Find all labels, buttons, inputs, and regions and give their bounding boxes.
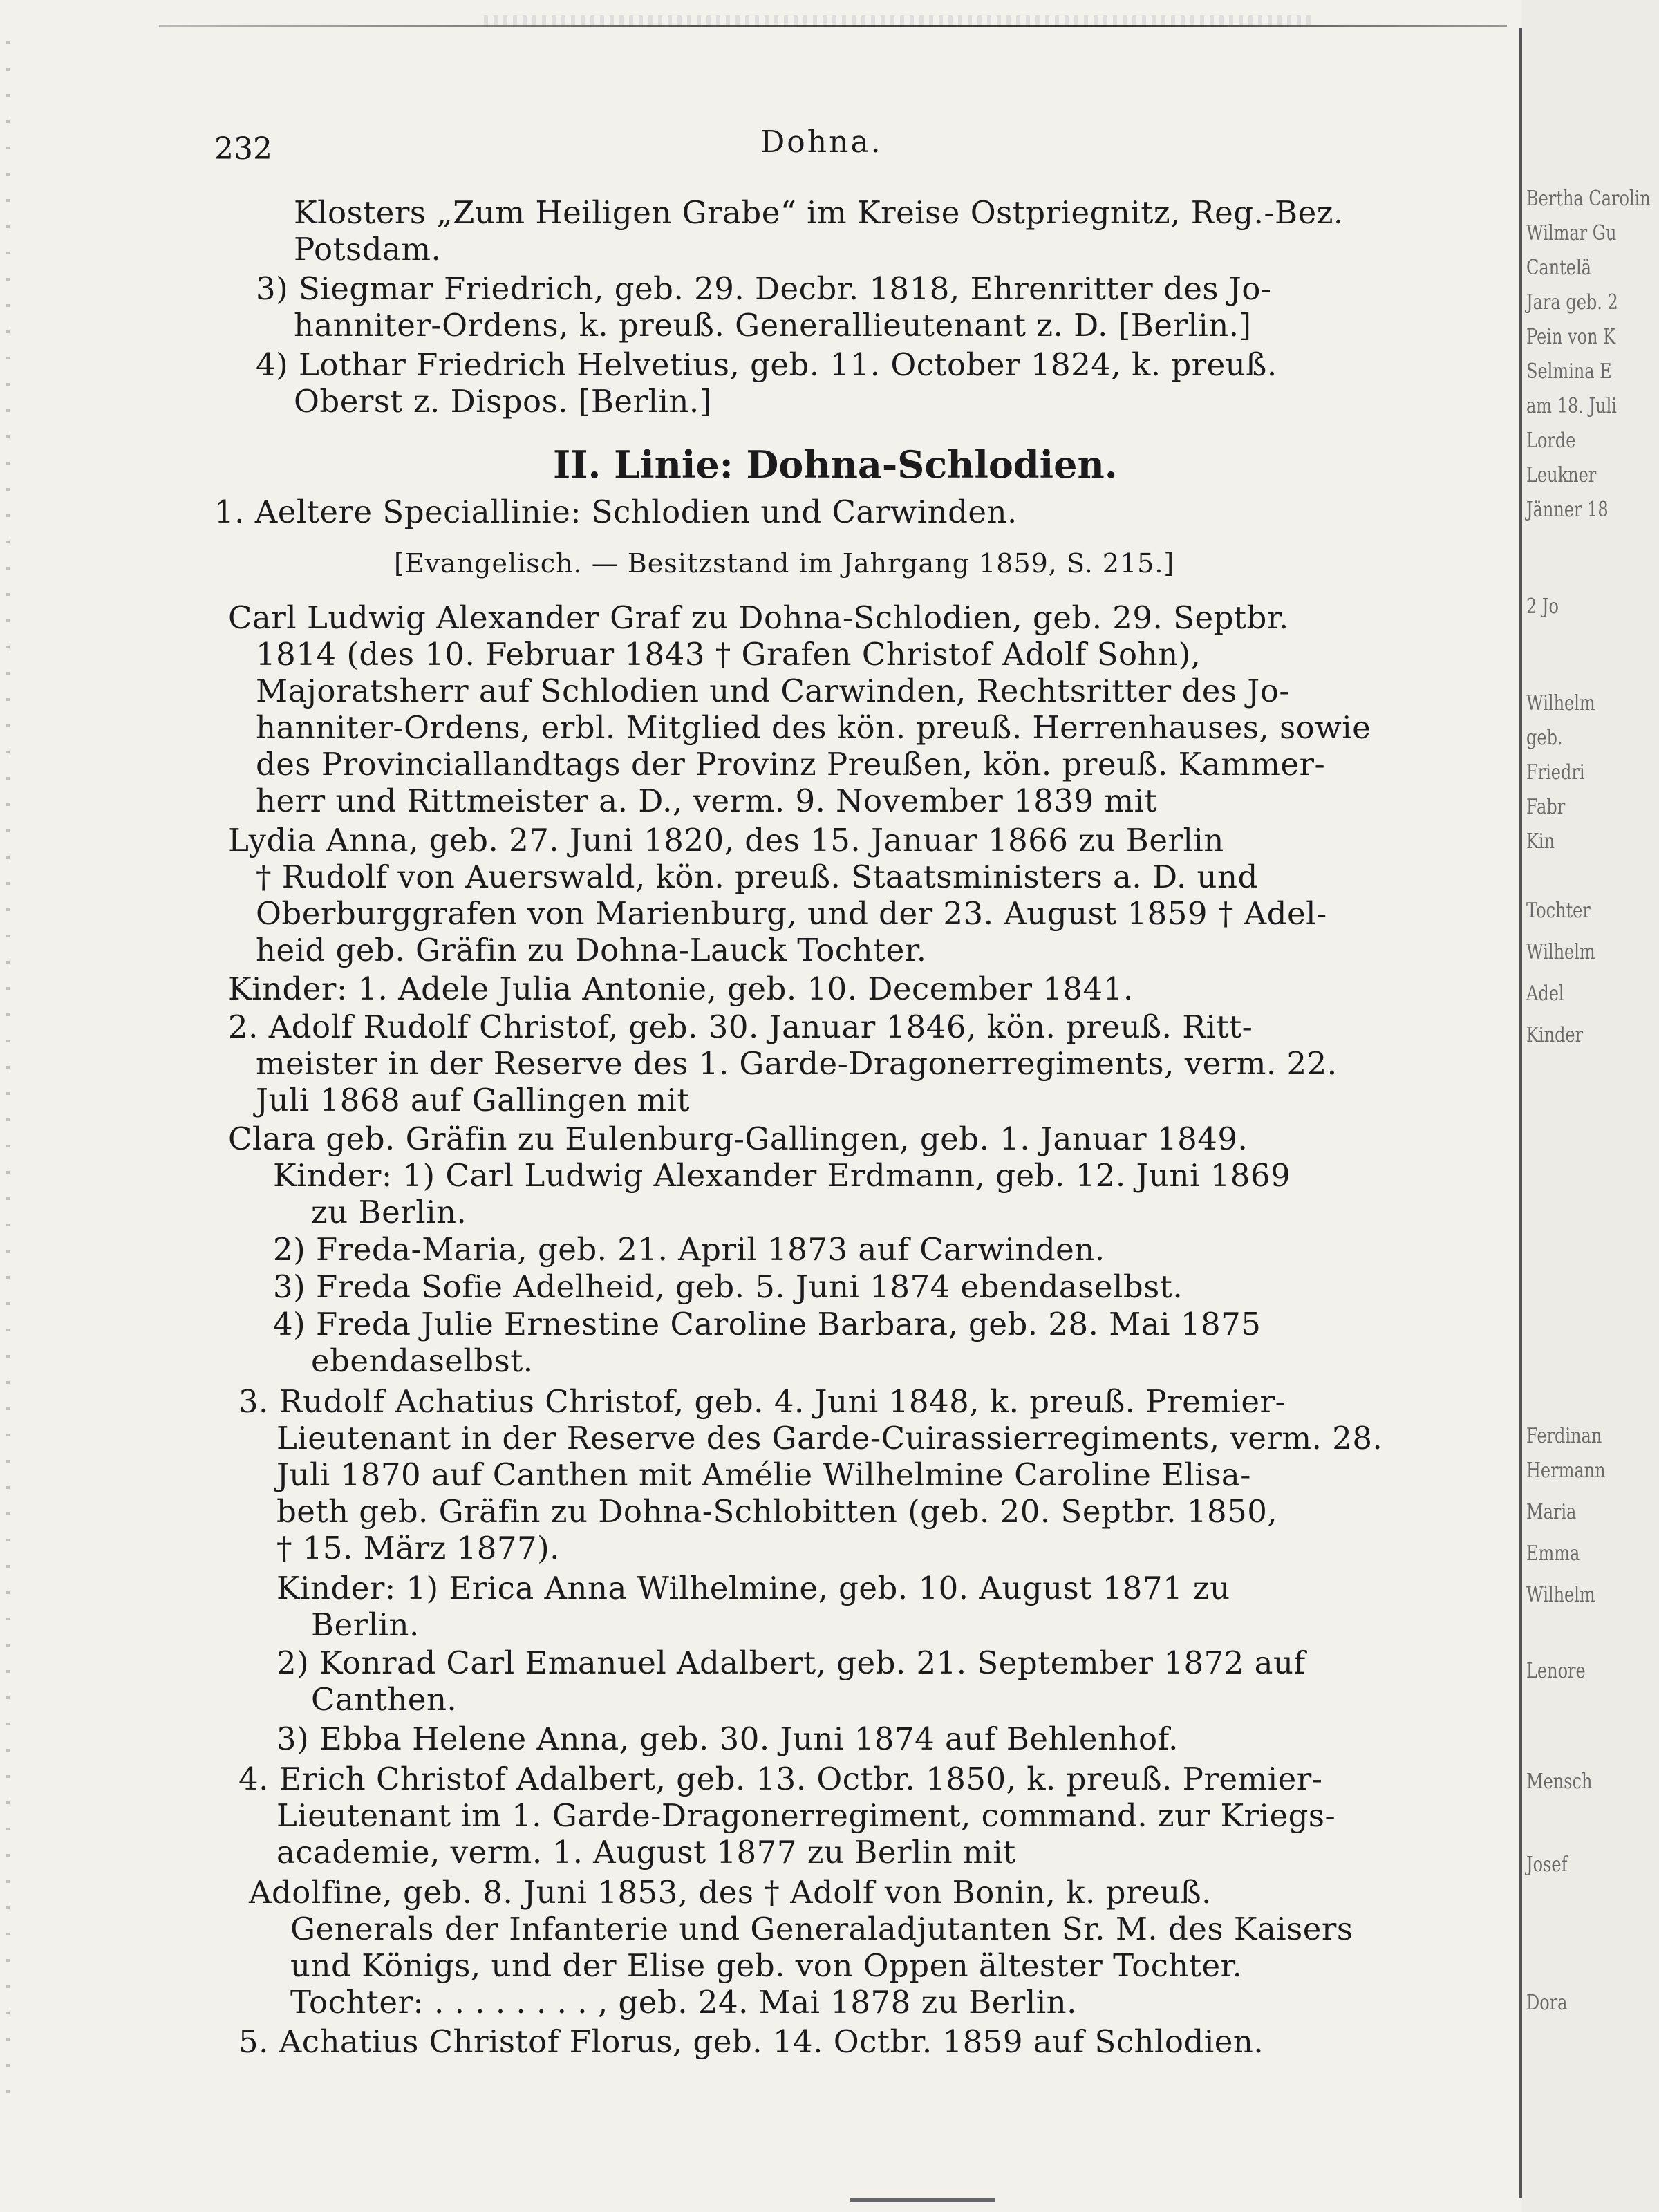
- page-edge-shadow: [484, 15, 1313, 25]
- text-line: 4) Freda Julie Ernestine Caroline Barbara, geb. 28. Mai 1875: [273, 1306, 1262, 1342]
- margin-fragment: Wilmar Gu: [1526, 221, 1617, 245]
- text-line: academie, verm. 1. August 1877 zu Berlin mit: [276, 1834, 1016, 1871]
- margin-fragment: Hermann: [1526, 1459, 1606, 1483]
- margin-fragment: Lenore: [1526, 1659, 1586, 1683]
- text-line: 3) Freda Sofie Adelheid, geb. 5. Juni 1874 ebendaselbst.: [273, 1268, 1183, 1305]
- text-line: 5. Achatius Christof Florus, geb. 14. Octbr. 1859 auf Schlodien.: [238, 2023, 1264, 2060]
- text-line: Oberburggrafen von Marienburg, und der 23. August 1859 † Adel-: [256, 895, 1327, 932]
- margin-fragment: Jara geb. 2: [1526, 290, 1618, 315]
- running-title: Dohna.: [760, 124, 883, 160]
- text-line: 3) Siegmar Friedrich, geb. 29. Decbr. 1818, Ehrenritter des Jo-: [256, 270, 1272, 307]
- text-line: 2) Freda-Maria, geb. 21. April 1873 auf Carwinden.: [273, 1231, 1105, 1268]
- margin-fragment: am 18. Juli: [1526, 394, 1617, 418]
- margin-fragment: Dora: [1526, 1991, 1568, 2015]
- bottom-edge-mark: [850, 2198, 995, 2202]
- margin-fragment: Bertha Carolin: [1526, 187, 1651, 211]
- margin-fragment: geb.: [1526, 726, 1563, 750]
- section-heading: II. Linie: Dohna-Schlodien.: [553, 442, 1118, 487]
- margin-fragment: Kinder: [1526, 1023, 1584, 1047]
- margin-fragment: 2 Jo: [1526, 594, 1559, 619]
- text-line: ebendaselbst.: [311, 1342, 534, 1379]
- adjacent-page-strip: [1522, 0, 1659, 2212]
- text-line: Klosters „Zum Heiligen Grabe“ im Kreise Ostpriegnitz, Reg.-Bez.: [294, 194, 1344, 231]
- margin-fragment: Tochter: [1526, 899, 1591, 923]
- text-line: 4) Lothar Friedrich Helvetius, geb. 11. October 1824, k. preuß.: [256, 346, 1277, 383]
- text-line: † 15. März 1877).: [276, 1530, 560, 1566]
- text-line: [Evangelisch. — Besitzstand im Jahrgang 1859, S. 215.]: [394, 548, 1175, 579]
- text-line: hanniter-Ordens, k. preuß. Generallieutenant z. D. [Berlin.]: [294, 307, 1252, 344]
- margin-fragment: Jänner 18: [1526, 498, 1609, 522]
- margin-fragment: Wilhelm: [1526, 1583, 1595, 1607]
- text-line: herr und Rittmeister a. D., verm. 9. November 1839 mit: [256, 782, 1158, 819]
- text-line: Generals der Infanterie und Generaladjutanten Sr. M. des Kaisers: [290, 1911, 1353, 1947]
- text-line: Berlin.: [311, 1606, 420, 1643]
- text-line: Canthen.: [311, 1681, 458, 1718]
- text-line: Clara geb. Gräfin zu Eulenburg-Gallingen, geb. 1. Januar 1849.: [228, 1121, 1248, 1157]
- margin-fragment: Fabr: [1526, 795, 1566, 819]
- text-line: Juli 1870 auf Canthen mit Amélie Wilhelmine Caroline Elisa-: [276, 1456, 1251, 1493]
- text-line: Kinder: 1) Carl Ludwig Alexander Erdmann, geb. 12. Juni 1869: [273, 1157, 1291, 1194]
- text-line: Adolfine, geb. 8. Juni 1853, des † Adolf von Bonin, k. preuß.: [249, 1874, 1212, 1911]
- text-line: Tochter: . . . . . . . . , geb. 24. Mai 1878 zu Berlin.: [290, 1984, 1077, 2021]
- text-line: Juli 1868 auf Gallingen mit: [256, 1082, 691, 1118]
- margin-fragment: Ferdinan: [1526, 1424, 1602, 1448]
- margin-fragment: Pein von K: [1526, 325, 1616, 349]
- page-number: 232: [214, 131, 272, 167]
- margin-fragment: Josef: [1526, 1853, 1568, 1877]
- margin-fragment: Cantelä: [1526, 256, 1591, 280]
- margin-fragment: Friedri: [1526, 760, 1585, 785]
- text-line: 2. Adolf Rudolf Christof, geb. 30. Januar 1846, kön. preuß. Ritt-: [228, 1009, 1253, 1045]
- text-line: meister in der Reserve des 1. Garde-Dragonerregiments, verm. 22.: [256, 1045, 1338, 1082]
- margin-fragment: Maria: [1526, 1500, 1577, 1524]
- text-line: heid geb. Gräfin zu Dohna-Lauck Tochter.: [256, 932, 927, 968]
- text-line: Carl Ludwig Alexander Graf zu Dohna-Schlodien, geb. 29. Septbr.: [228, 599, 1289, 636]
- text-line: beth geb. Gräfin zu Dohna-Schlobitten (geb. 20. Septbr. 1850,: [276, 1493, 1278, 1530]
- text-line: hanniter-Ordens, erbl. Mitglied des kön. preuß. Herrenhauses, sowie: [256, 709, 1371, 746]
- text-line: des Provinciallandtags der Provinz Preußen, kön. preuß. Kammer-: [256, 746, 1326, 782]
- text-line: Lieutenant in der Reserve des Garde-Cuirassierregiments, verm. 28.: [276, 1420, 1383, 1456]
- text-line: und Königs, und der Elise geb. von Oppen ältester Tochter.: [290, 1947, 1243, 1984]
- text-line: 4. Erich Christof Adalbert, geb. 13. Octbr. 1850, k. preuß. Premier-: [238, 1761, 1323, 1797]
- text-line: † Rudolf von Auerswald, kön. preuß. Staatsministers a. D. und: [256, 859, 1258, 895]
- margin-fragment: Wilhelm: [1526, 691, 1595, 715]
- margin-fragment: Mensch: [1526, 1770, 1593, 1794]
- text-line: Majoratsherr auf Schlodien und Carwinden, Rechtsritter des Jo-: [256, 673, 1291, 709]
- page-top-rule: [159, 25, 1507, 27]
- text-line: Oberst z. Dispos. [Berlin.]: [294, 383, 712, 420]
- text-line: 3. Rudolf Achatius Christof, geb. 4. Juni 1848, k. preuß. Premier-: [238, 1383, 1286, 1420]
- text-line: Kinder: 1) Erica Anna Wilhelmine, geb. 10. August 1871 zu: [276, 1570, 1230, 1606]
- text-line: 3) Ebba Helene Anna, geb. 30. Juni 1874 auf Behlenhof.: [276, 1721, 1179, 1757]
- margin-fragment: Adel: [1526, 982, 1564, 1006]
- text-line: 1814 (des 10. Februar 1843 † Grafen Christof Adolf Sohn),: [256, 636, 1201, 673]
- margin-fragment: Lorde: [1526, 429, 1576, 453]
- text-line: Potsdam.: [294, 231, 442, 268]
- text-line: Lieutenant im 1. Garde-Dragonerregiment, command. zur Kriegs-: [276, 1797, 1336, 1834]
- text-line: Kinder: 1. Adele Julia Antonie, geb. 10. December 1841.: [228, 971, 1134, 1007]
- margin-fragment: Selmina E: [1526, 359, 1612, 384]
- text-line: 1. Aeltere Speciallinie: Schlodien und Carwinden.: [214, 494, 1018, 530]
- margin-fragment: Kin: [1526, 830, 1555, 854]
- text-line: Lydia Anna, geb. 27. Juni 1820, des 15. Januar 1866 zu Berlin: [228, 822, 1224, 859]
- left-margin-speckle: [6, 41, 10, 2115]
- text-line: zu Berlin.: [311, 1194, 467, 1230]
- margin-fragment: Leukner: [1526, 463, 1597, 487]
- text-line: 2) Konrad Carl Emanuel Adalbert, geb. 21. September 1872 auf: [276, 1644, 1306, 1681]
- margin-fragment: Wilhelm: [1526, 940, 1595, 964]
- margin-fragment: Emma: [1526, 1541, 1580, 1566]
